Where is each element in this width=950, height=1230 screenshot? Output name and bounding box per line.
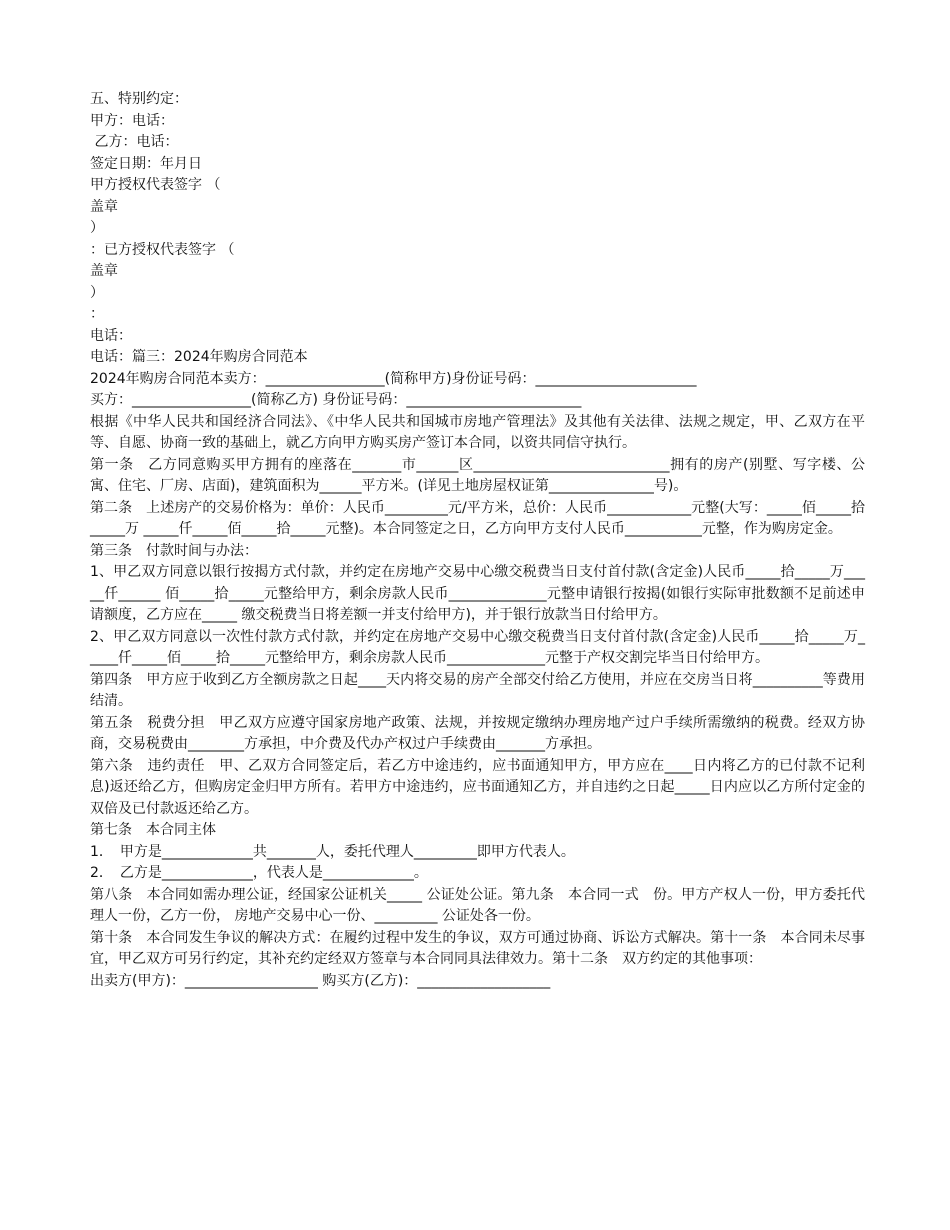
- document-page: [90, 89, 865, 992]
- party-a-representative: 甲方授权代表签字 （: [90, 177, 221, 193]
- section-heading: 五、特别约定：: [90, 91, 188, 107]
- colon-line: ：: [90, 306, 104, 322]
- article-3-item-1: 1、甲乙双方同意以银行按揭方式付款，并约定在房地产交易中心缴交税费当日支付首付款(含定金)人民币_____拾_____万_____仟______ 佰_____拾_____元整给甲方，剩余房款人民币______________元整申请银行按揭(如银行实际审批数额不足前述申请额度，乙方应在_____ 缴交税费当日将差额一并支付给甲方)，并于银行放款当日付给甲方。: [90, 564, 865, 623]
- article-6: 第六条 违约责任 甲、乙双方合同签定后，若乙方中途违约，应书面通知甲方，甲方应在____日内将乙方的已付款不记利息)返还给乙方，但购房定金归甲方所有。若甲方中途违约，应书面通知乙方，并自违约之日起_____日内应以乙方所付定金的双倍及已付款返还给乙方。: [90, 757, 865, 817]
- article-5: 第五条 税费分担 甲乙双方应遵守国家房地产政策、法规，并按规定缴纳办理房地产过户手续所需缴纳的税费。经双方协商，交易税费由________方承担，中介费及代办产权过户手续费由_______方承担。: [90, 714, 865, 752]
- party-b-phone: 乙方：电话：: [90, 134, 179, 150]
- signing-date: 签定日期：年月日: [90, 155, 202, 172]
- contract-body: [90, 412, 865, 993]
- article-2: 第二条 上述房产的交易价格为：单价：人民币_________元/平方米，总价：人民币____________元整(大写：_____佰_____拾_____万 _____仟_____佰_____拾_____元整)。本合同签定之日，乙方向甲方支付人民币___________元整，作为购房定金。: [90, 499, 865, 537]
- preamble: 根据《中华人民共和国经济合同法》、《中华人民共和国城市房地产管理法》及其他有关法律、法规之规定，甲、乙双方在平等、自愿、协商一致的基础上，就乙方向甲方购买房产签订本合同，以资共同信守执行。: [90, 413, 865, 451]
- contract-parties: [90, 369, 865, 412]
- article-4: 第四条 甲方应于收到乙方全额房款之日起____天内将交易的房产全部交付给乙方使用，并应在交房当日将__________等费用结清。: [90, 671, 865, 709]
- article-10-12: 第十条 本合同发生争议的解决方式：在履约过程中发生的争议，双方可通过协商、诉讼方式解决。第十一条 本合同未尽事宜，甲乙双方可另行约定，其补充约定经双方签章与本合同同具法律效力。第十二条 双方约定的其他事项：: [90, 929, 865, 967]
- buyer-line: 买方：_________________(简称乙方) 身份证号码：_________________________: [90, 392, 582, 408]
- phone-line: 电话：: [90, 327, 132, 344]
- chapter-title: 电话：篇三：2024年购房合同范本: [90, 349, 308, 365]
- article-3-heading: 第三条 付款时间与办法：: [90, 542, 258, 559]
- closing-paren: ）: [90, 220, 104, 236]
- party-a-phone: 甲方：电话：: [90, 112, 174, 129]
- article-7-item-1: 1． 甲方是_____________共_______人，委托代理人_________即甲方代表人。: [90, 843, 575, 860]
- article-7-item-2: 2． 乙方是_____________，代表人是_____________。: [90, 865, 428, 881]
- article-3-item-2: 2、甲乙双方同意以一次性付款方式付款，并约定在房地产交易中心缴交税费当日支付首付款(含定金)人民币_____拾_____万_____仟_____佰_____拾_____元整给甲方，剩余房款人民币______________元整于产权交割完毕当日付给甲方。: [90, 628, 865, 666]
- seal-label: 盖章: [90, 263, 118, 279]
- article-1: 第一条 乙方同意购买甲方拥有的座落在_______市______区____________________________拥有的房产(别墅、写字楼、公寓、住宅、厂房、店面)，建筑面积为______平方米。(详见土地房屋权证第_______________号)。: [90, 456, 865, 494]
- signature-line: 出卖方(甲方)：___________________ 购买方(乙方)：___________________: [90, 972, 551, 989]
- article-8-9: 第八条 本合同如需办理公证，经国家公证机关_____ 公证处公证。第九条 本合同一式 份。甲方产权人一份，甲方委托代理人一份，乙方一份， 房地产交易中心一份、_________ 公证处各一份。: [90, 886, 865, 924]
- seller-line: 2024年购房合同范本卖方：_________________(简称甲方)身份证号码：_______________________: [90, 370, 697, 387]
- special-terms-section: [90, 89, 865, 369]
- closing-paren: ）: [90, 284, 104, 301]
- party-b-representative: ：已方授权代表签字 （: [90, 241, 235, 258]
- article-7-heading: 第七条 本合同主体: [90, 822, 216, 838]
- seal-label: 盖章: [90, 198, 118, 215]
